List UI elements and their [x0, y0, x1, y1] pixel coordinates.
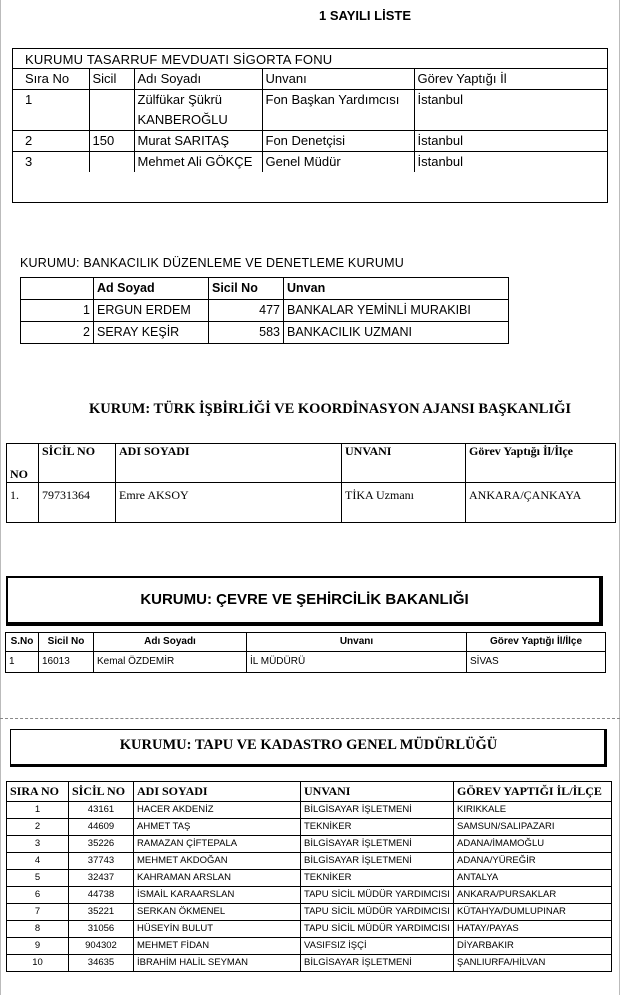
- table-cell: ŞANLIURFA/HİLVAN: [454, 955, 612, 972]
- column-header: Sicil No: [39, 633, 94, 652]
- tapu-title: KURUMU: TAPU VE KADASTRO GENEL MÜDÜRLÜĞÜ: [119, 737, 498, 753]
- table-cell: TEKNİKER: [301, 819, 454, 836]
- table-cell: KIRIKKALE: [454, 802, 612, 819]
- table-cell: KAHRAMAN ARSLAN: [134, 870, 301, 887]
- table-row: [7, 955, 612, 972]
- column-header: ADI SOYADI: [116, 444, 342, 483]
- table-cell: 3: [13, 152, 89, 173]
- table-cell: Zülfükar Şükrü KANBEROĞLU: [134, 90, 262, 131]
- column-header: SIRA NO: [7, 782, 69, 802]
- table-cell: 2: [7, 819, 69, 836]
- table-row: [13, 152, 607, 173]
- column-header: [21, 278, 94, 300]
- column-header: Unvan: [284, 278, 509, 300]
- table-cell: 477: [209, 300, 284, 322]
- table-cell: [89, 152, 134, 173]
- column-header: Unvanı: [247, 633, 467, 652]
- table-cell: ANTALYA: [454, 870, 612, 887]
- table-cell: ANKARA/ÇANKAYA: [466, 483, 616, 523]
- table-cell: HÜSEYİN BULUT: [134, 921, 301, 938]
- table-row: [7, 938, 612, 955]
- table-cell: VASIFSIZ İŞÇİ: [301, 938, 454, 955]
- table-row: [13, 90, 607, 131]
- column-header: Adı Soyadı: [94, 633, 247, 652]
- column-header: UNVANI: [342, 444, 466, 483]
- column-header: Sicil: [89, 69, 134, 90]
- table-cell: BİLGİSAYAR İŞLETMENİ: [301, 955, 454, 972]
- table-cell: ANKARA/PURSAKLAR: [454, 887, 612, 904]
- table-cell: TAPU SİCİL MÜDÜR YARDIMCISI: [301, 887, 454, 904]
- table-cell: 2: [21, 322, 94, 344]
- column-header: ADI SOYADI: [134, 782, 301, 802]
- table-row: [7, 853, 612, 870]
- table-cell: İSMAİL KARAARSLAN: [134, 887, 301, 904]
- table-row: [7, 904, 612, 921]
- table-cell: 8: [7, 921, 69, 938]
- table-row: [7, 921, 612, 938]
- column-header: Görev Yaptığı İl/İlçe: [467, 633, 606, 652]
- table-cell: İL MÜDÜRÜ: [247, 652, 467, 673]
- table-cell: Fon Başkan Yardımcısı: [262, 90, 414, 131]
- table-row: [6, 652, 606, 673]
- table-cell: Mehmet Ali GÖKÇE: [134, 152, 262, 173]
- table-row: [7, 802, 612, 819]
- column-header: S.No: [6, 633, 39, 652]
- table-cell: 2: [13, 131, 89, 152]
- table-row: [7, 870, 612, 887]
- table-cell: TAPU SİCİL MÜDÜR YARDIMCISI: [301, 921, 454, 938]
- table-cell: 7: [7, 904, 69, 921]
- table-cell: RAMAZAN ÇİFTEPALA: [134, 836, 301, 853]
- column-header: SİCİL NO: [39, 444, 116, 483]
- table-cell: ADANA/YÜREĞİR: [454, 853, 612, 870]
- tmsf-table: [13, 68, 607, 172]
- table-cell: 6: [7, 887, 69, 904]
- table-cell: 37743: [69, 853, 134, 870]
- table-cell: 4: [7, 853, 69, 870]
- column-header: SİCİL NO: [69, 782, 134, 802]
- table-cell: 904302: [69, 938, 134, 955]
- table-cell: SAMSUN/SALIPAZARI: [454, 819, 612, 836]
- column-header: NO: [7, 444, 39, 483]
- section-divider: [0, 718, 620, 719]
- table-cell: 3: [7, 836, 69, 853]
- table-row: [7, 483, 616, 523]
- table-cell: ERGUN ERDEM: [94, 300, 209, 322]
- table-cell: 150: [89, 131, 134, 152]
- table-cell: BANKALAR YEMİNLİ MURAKIBI: [284, 300, 509, 322]
- table-cell: BİLGİSAYAR İŞLETMENİ: [301, 836, 454, 853]
- table-row: [7, 819, 612, 836]
- table-cell: MEHMET AKDOĞAN: [134, 853, 301, 870]
- cevre-title: KURUMU: ÇEVRE VE ŞEHİRCİLİK BAKANLIĞI: [140, 591, 469, 608]
- table-cell: 9: [7, 938, 69, 955]
- table-cell: [89, 90, 134, 131]
- table-cell: MEHMET FİDAN: [134, 938, 301, 955]
- table-cell: Fon Denetçisi: [262, 131, 414, 152]
- bddk-header: KURUMU: BANKACILIK DÜZENLEME VE DENETLEME KURUMU: [20, 256, 404, 270]
- table-cell: 10: [7, 955, 69, 972]
- table-cell: Genel Müdür: [262, 152, 414, 173]
- table-header-row: [7, 782, 612, 802]
- table-header-row: [21, 278, 509, 300]
- table-row: [7, 836, 612, 853]
- table-cell: 35221: [69, 904, 134, 921]
- table-cell: Emre AKSOY: [116, 483, 342, 523]
- table-cell: 16013: [39, 652, 94, 673]
- tmsf-header: KURUMU TASARRUF MEVDUATI SİGORTA FONU: [25, 52, 333, 67]
- table-cell: 1: [6, 652, 39, 673]
- table-cell: TAPU SİCİL MÜDÜR YARDIMCISI: [301, 904, 454, 921]
- table-cell: 1: [21, 300, 94, 322]
- table-cell: SİVAS: [467, 652, 606, 673]
- table-cell: KÜTAHYA/DUMLUPINAR: [454, 904, 612, 921]
- column-header: Sicil No: [209, 278, 284, 300]
- table-cell: BİLGİSAYAR İŞLETMENİ: [301, 802, 454, 819]
- tika-title: KURUM: TÜRK İŞBİRLİĞİ VE KOORDİNASYON AJANSI BAŞKANLIĞI: [88, 401, 572, 417]
- table-cell: BİLGİSAYAR İŞLETMENİ: [301, 853, 454, 870]
- table-header-row: [13, 69, 607, 90]
- table-cell: 1: [13, 90, 89, 131]
- column-header: Sıra No: [13, 69, 89, 90]
- tika-table: [6, 443, 616, 523]
- table-cell: TİKA Uzmanı: [342, 483, 466, 523]
- table-cell: 44738: [69, 887, 134, 904]
- table-cell: 44609: [69, 819, 134, 836]
- table-cell: BANKACILIK UZMANI: [284, 322, 509, 344]
- table-cell: ADANA/İMAMOĞLU: [454, 836, 612, 853]
- table-cell: SERKAN ÖKMENEL: [134, 904, 301, 921]
- table-cell: SERAY KEŞİR: [94, 322, 209, 344]
- table-cell: Kemal ÖZDEMİR: [94, 652, 247, 673]
- column-header: Ad Soyad: [94, 278, 209, 300]
- table-header-row: [7, 444, 616, 483]
- table-cell: HACER AKDENİZ: [134, 802, 301, 819]
- table-cell: 32437: [69, 870, 134, 887]
- column-header: Unvanı: [262, 69, 414, 90]
- table-cell: 1: [7, 802, 69, 819]
- table-cell: İstanbul: [414, 90, 607, 131]
- table-cell: 34635: [69, 955, 134, 972]
- tmsf-section: [12, 48, 608, 203]
- table-cell: İstanbul: [414, 131, 607, 152]
- column-header: GÖREV YAPTIĞI İL/İLÇE: [454, 782, 612, 802]
- column-header: Adı Soyadı: [134, 69, 262, 90]
- column-header: Görev Yaptığı İl: [414, 69, 607, 90]
- column-header: Görev Yaptığı İl/İlçe: [466, 444, 616, 483]
- table-cell: İstanbul: [414, 152, 607, 173]
- column-header: UNVANI: [301, 782, 454, 802]
- table-cell: Murat SARITAŞ: [134, 131, 262, 152]
- table-cell: 35226: [69, 836, 134, 853]
- table-cell: 5: [7, 870, 69, 887]
- table-row: [13, 131, 607, 152]
- table-cell: 43161: [69, 802, 134, 819]
- table-row: [21, 322, 509, 344]
- table-cell: 1.: [7, 483, 39, 523]
- table-row: [7, 887, 612, 904]
- cevre-table: [5, 632, 606, 673]
- bddk-table: [20, 277, 509, 344]
- table-row: [21, 300, 509, 322]
- table-cell: HATAY/PAYAS: [454, 921, 612, 938]
- document-title: 1 SAYILI LİSTE: [319, 8, 411, 23]
- table-cell: 79731364: [39, 483, 116, 523]
- table-cell: İBRAHİM HALİL SEYMAN: [134, 955, 301, 972]
- table-cell: DİYARBAKIR: [454, 938, 612, 955]
- table-cell: 31056: [69, 921, 134, 938]
- table-cell: 583: [209, 322, 284, 344]
- table-cell: AHMET TAŞ: [134, 819, 301, 836]
- table-cell: TEKNİKER: [301, 870, 454, 887]
- table-header-row: [6, 633, 606, 652]
- tapu-table: [6, 781, 612, 972]
- page-left-edge: [0, 0, 1, 995]
